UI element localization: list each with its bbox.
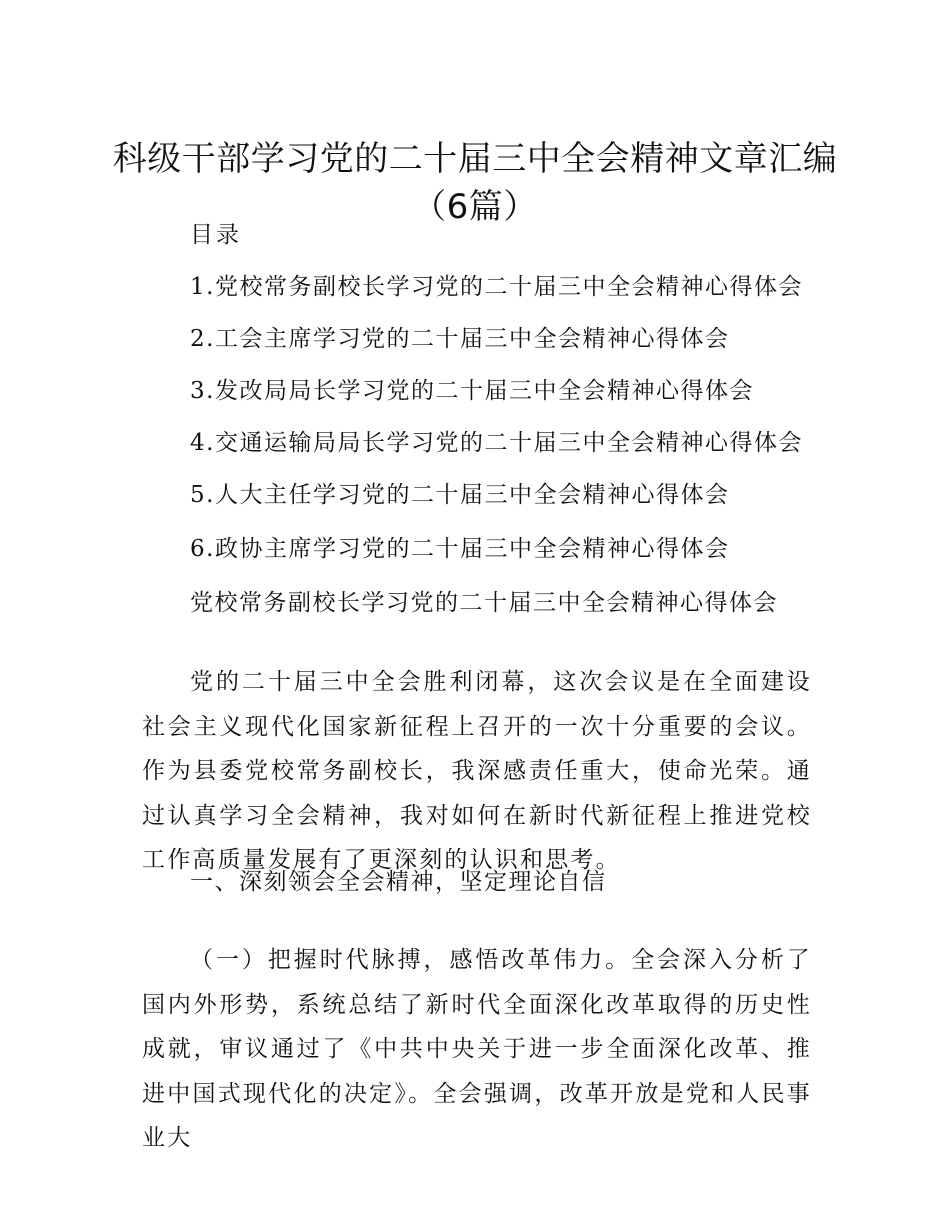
toc-item: 2.工会主席学习党的二十届三中全会精神心得体会 [190,326,730,352]
intro-paragraph: 党的二十届三中全会胜利闭幕，这次会议是在全面建设社会主义现代化国家新征程上召开的一次十分重要的会议。作为县委党校常务副校长，我深感责任重大，使命光荣。通过认真学习全会精神，我对如何在新时代新征程上推进党校工作高质量发展有了更深刻的认识和思考。 [142,669,812,873]
toc-heading: 目录 [190,222,242,248]
toc-item: 1.党校常务副校长学习党的二十届三中全会精神心得体会 [190,274,803,300]
toc-item: 5.人大主任学习党的二十届三中全会精神心得体会 [190,482,730,508]
section-paragraph: （一）把握时代脉搏，感悟改革伟力。全会深入分析了国内外形势，系统总结了新时代全面深化改革取得的历史性成就，审议通过了《中共中央关于进一步全面深化改革、推进中国式现代化的决定》。全会强调，改革开放是党和人民事业大 [142,947,812,1151]
document-title: 科级干部学习党的二十届三中全会精神文章汇编（6篇） [112,138,838,227]
toc-item: 6.政协主席学习党的二十届三中全会精神心得体会 [190,536,730,562]
toc-item: 3.发改局局长学习党的二十届三中全会精神心得体会 [190,378,754,404]
article-title: 党校常务副校长学习党的二十届三中全会精神心得体会 [190,590,778,616]
section-heading: 一、深刻领会全会精神，坚定理论自信 [190,869,607,895]
toc-item: 4.交通运输局局长学习党的二十届三中全会精神心得体会 [190,430,803,456]
